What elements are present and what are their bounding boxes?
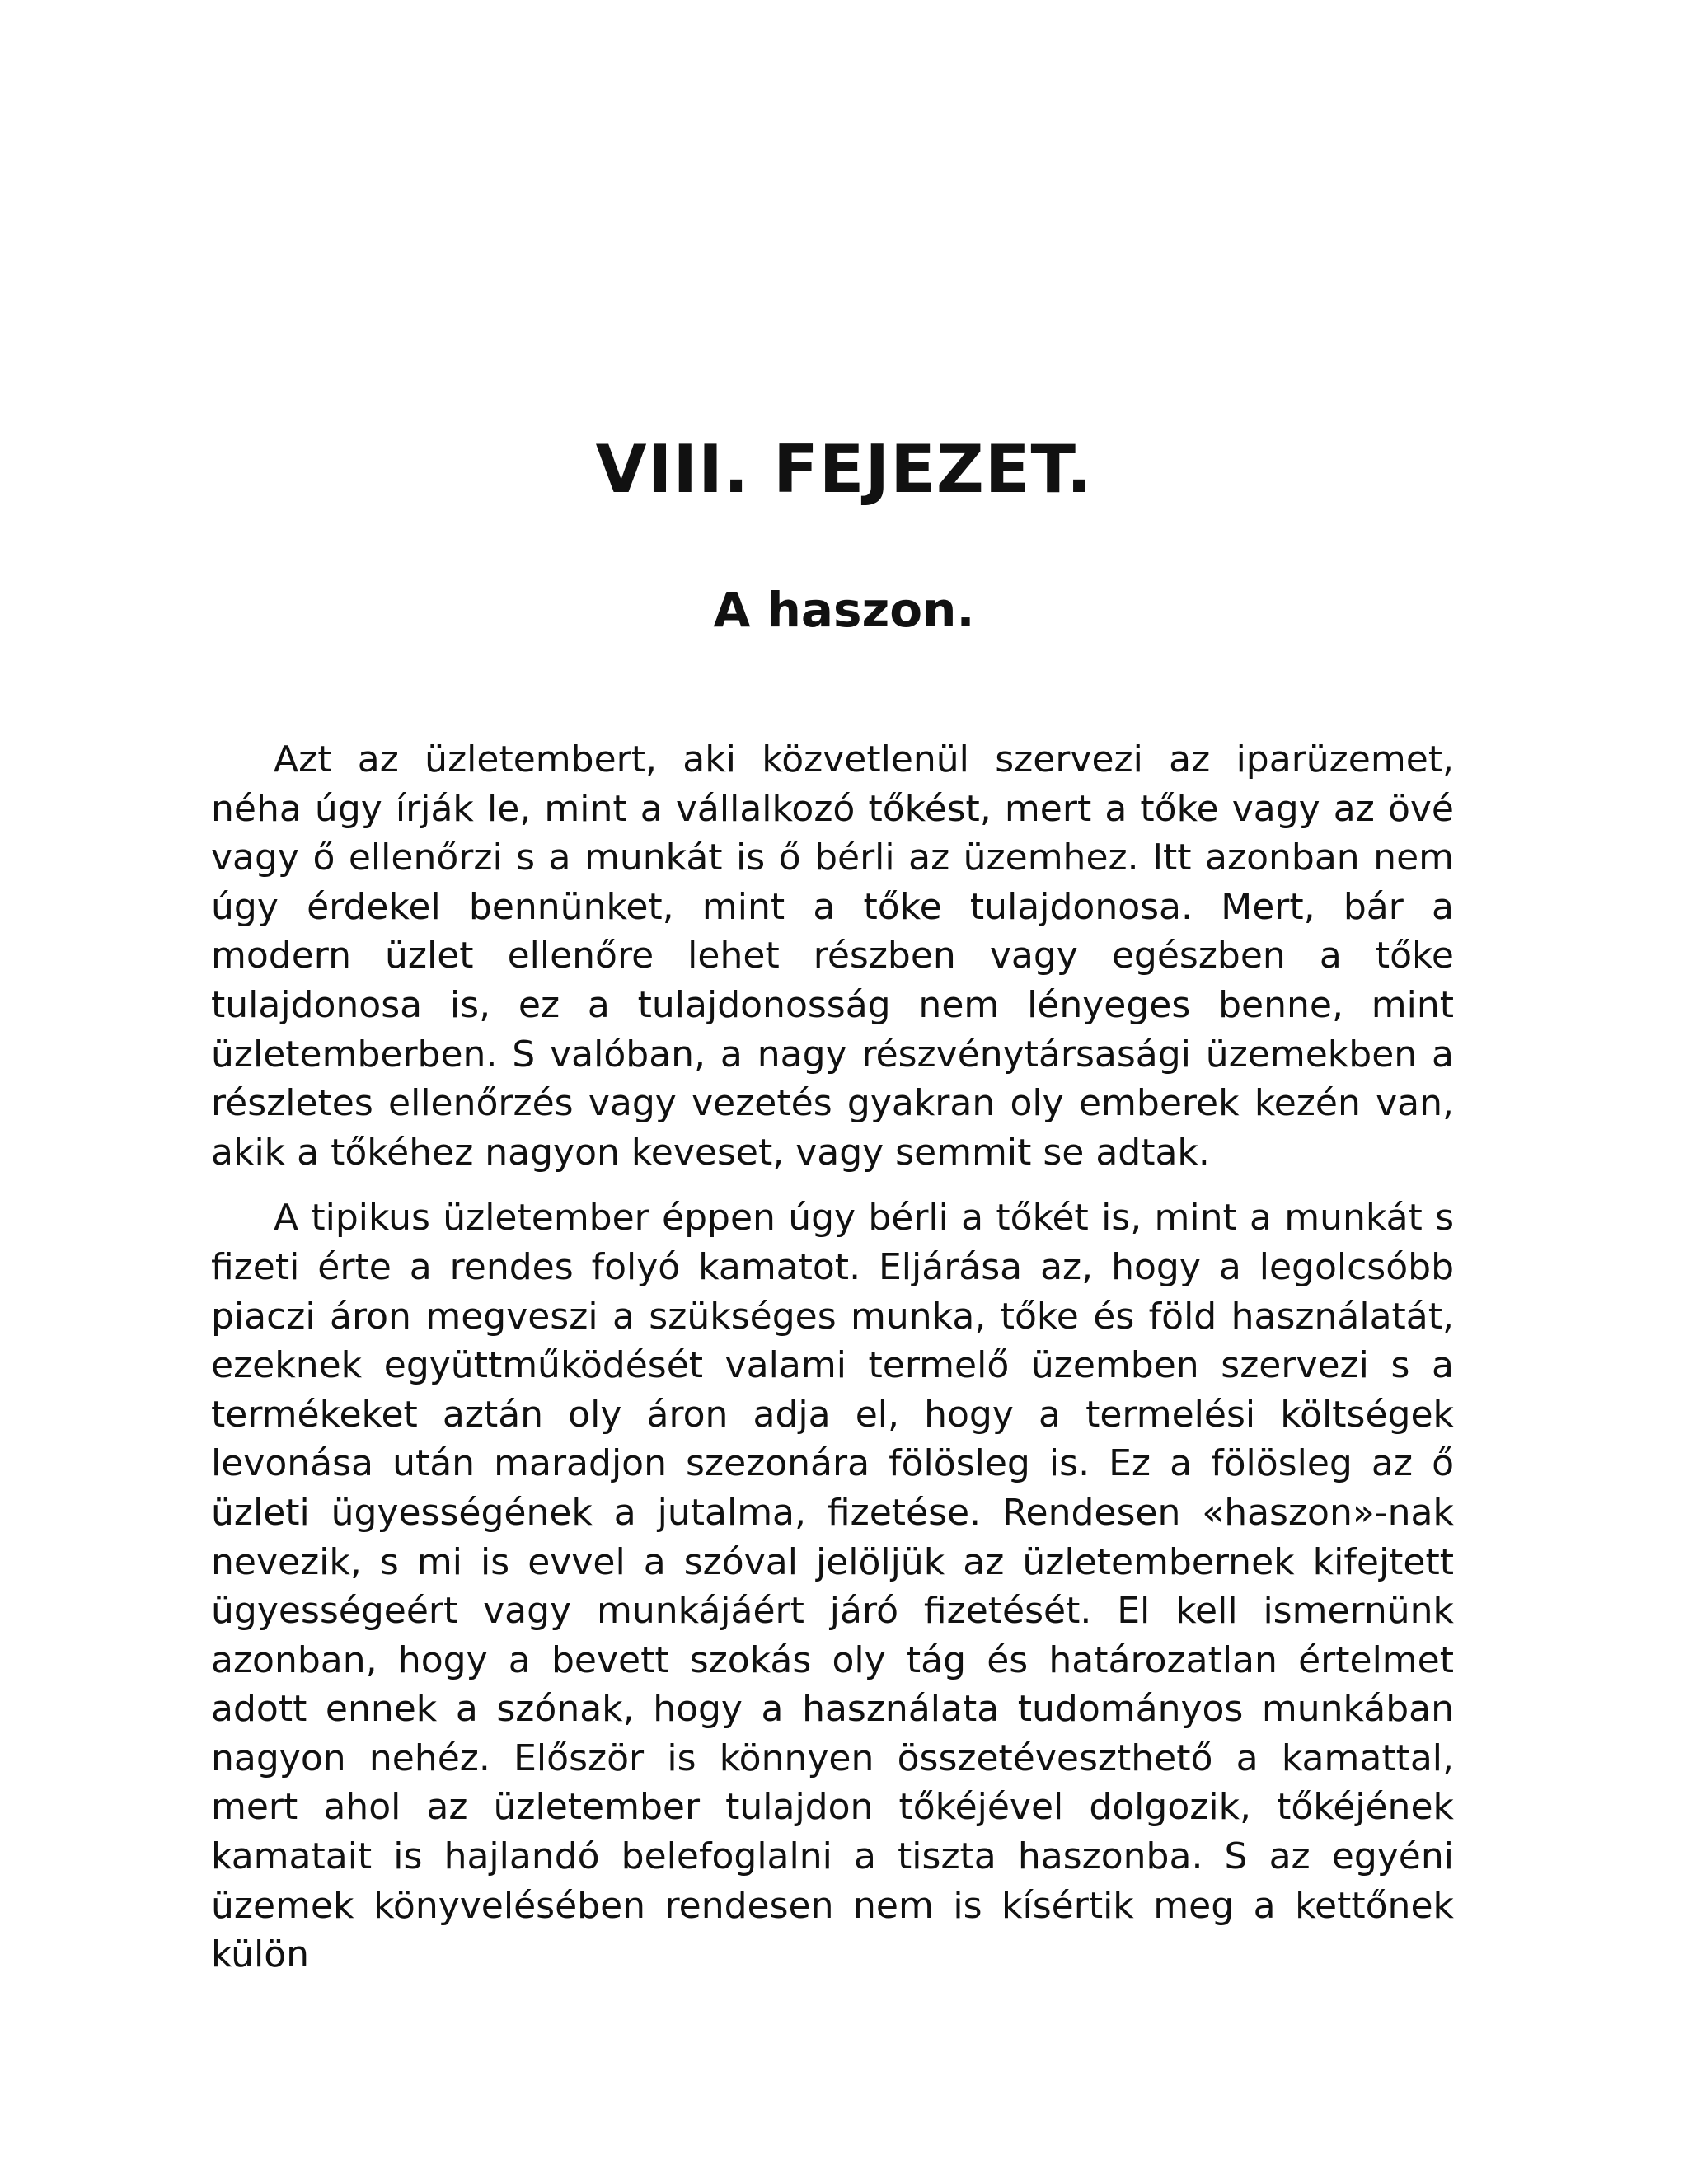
chapter-title: VIII. FEJEZET. [595,431,1093,508]
paragraph-2: A tipikus üzletember éppen úgy bérli a tőkét is, mint a munkát s fizeti érte a rendes folyó kamatot. Eljárása az, hogy a legolcsóbb piaczi áron megveszi a szükséges munka, tőke és föld használatát, ezeknek együttműködését valami termelő üzemben szervezi s a termékeket aztán oly áron adja el, hogy a termelési költségek levonása után maradjon szezonára fölösleg is. Ez a fölösleg az ő üzleti ügyességének a jutalma, fizetése. Rendesen «haszon»-nak nevezik, s mi is evvel a szóval jelöljük az üzletembernek kifejtett ügyességeért vagy munkájáért járó fizetését. El kell ismernünk azonban, hogy a bevett szokás oly tág és határozatlan értelmet adott ennek a szónak, hogy a használata tudományos munkában nagyon nehéz. Először is könnyen összetéveszthető a kamattal, mert ahol az üzletember tulajdon tőkéjével dolgozik, tőkéjének kamatait is hajlandó belefoglalni a tiszta haszonba. S az egyéni üzemek könyvelésében rendesen nem is kísértik meg a kettőnek külön [211,1197,1454,1976]
body-text [211,735,1454,1980]
section-title: A haszon. [713,582,975,638]
paragraph-1: Azt az üzletembert, aki közvetlenül szervezi az iparüzemet, néha úgy írják le, mint a vállalkozó tőkést, mert a tőke vagy az övé vagy ő ellenőrzi s a munkát is ő bérli az üzemhez. Itt azonban nem úgy érdekel bennünket, mint a tőke tulajdonosa. Mert, bár a modern üzlet ellenőre lehet részben vagy egészben a tőke tulajdonosa is, ez a tulajdonosság nem lényeges benne, mint üzletemberben. S valóban, a nagy részvénytársasági üzemekben a részletes ellenőrzés vagy vezetés gyakran oly emberek kezén van, akik a tőkéhez nagyon keveset, vagy semmit se adtak. [211,738,1454,1174]
